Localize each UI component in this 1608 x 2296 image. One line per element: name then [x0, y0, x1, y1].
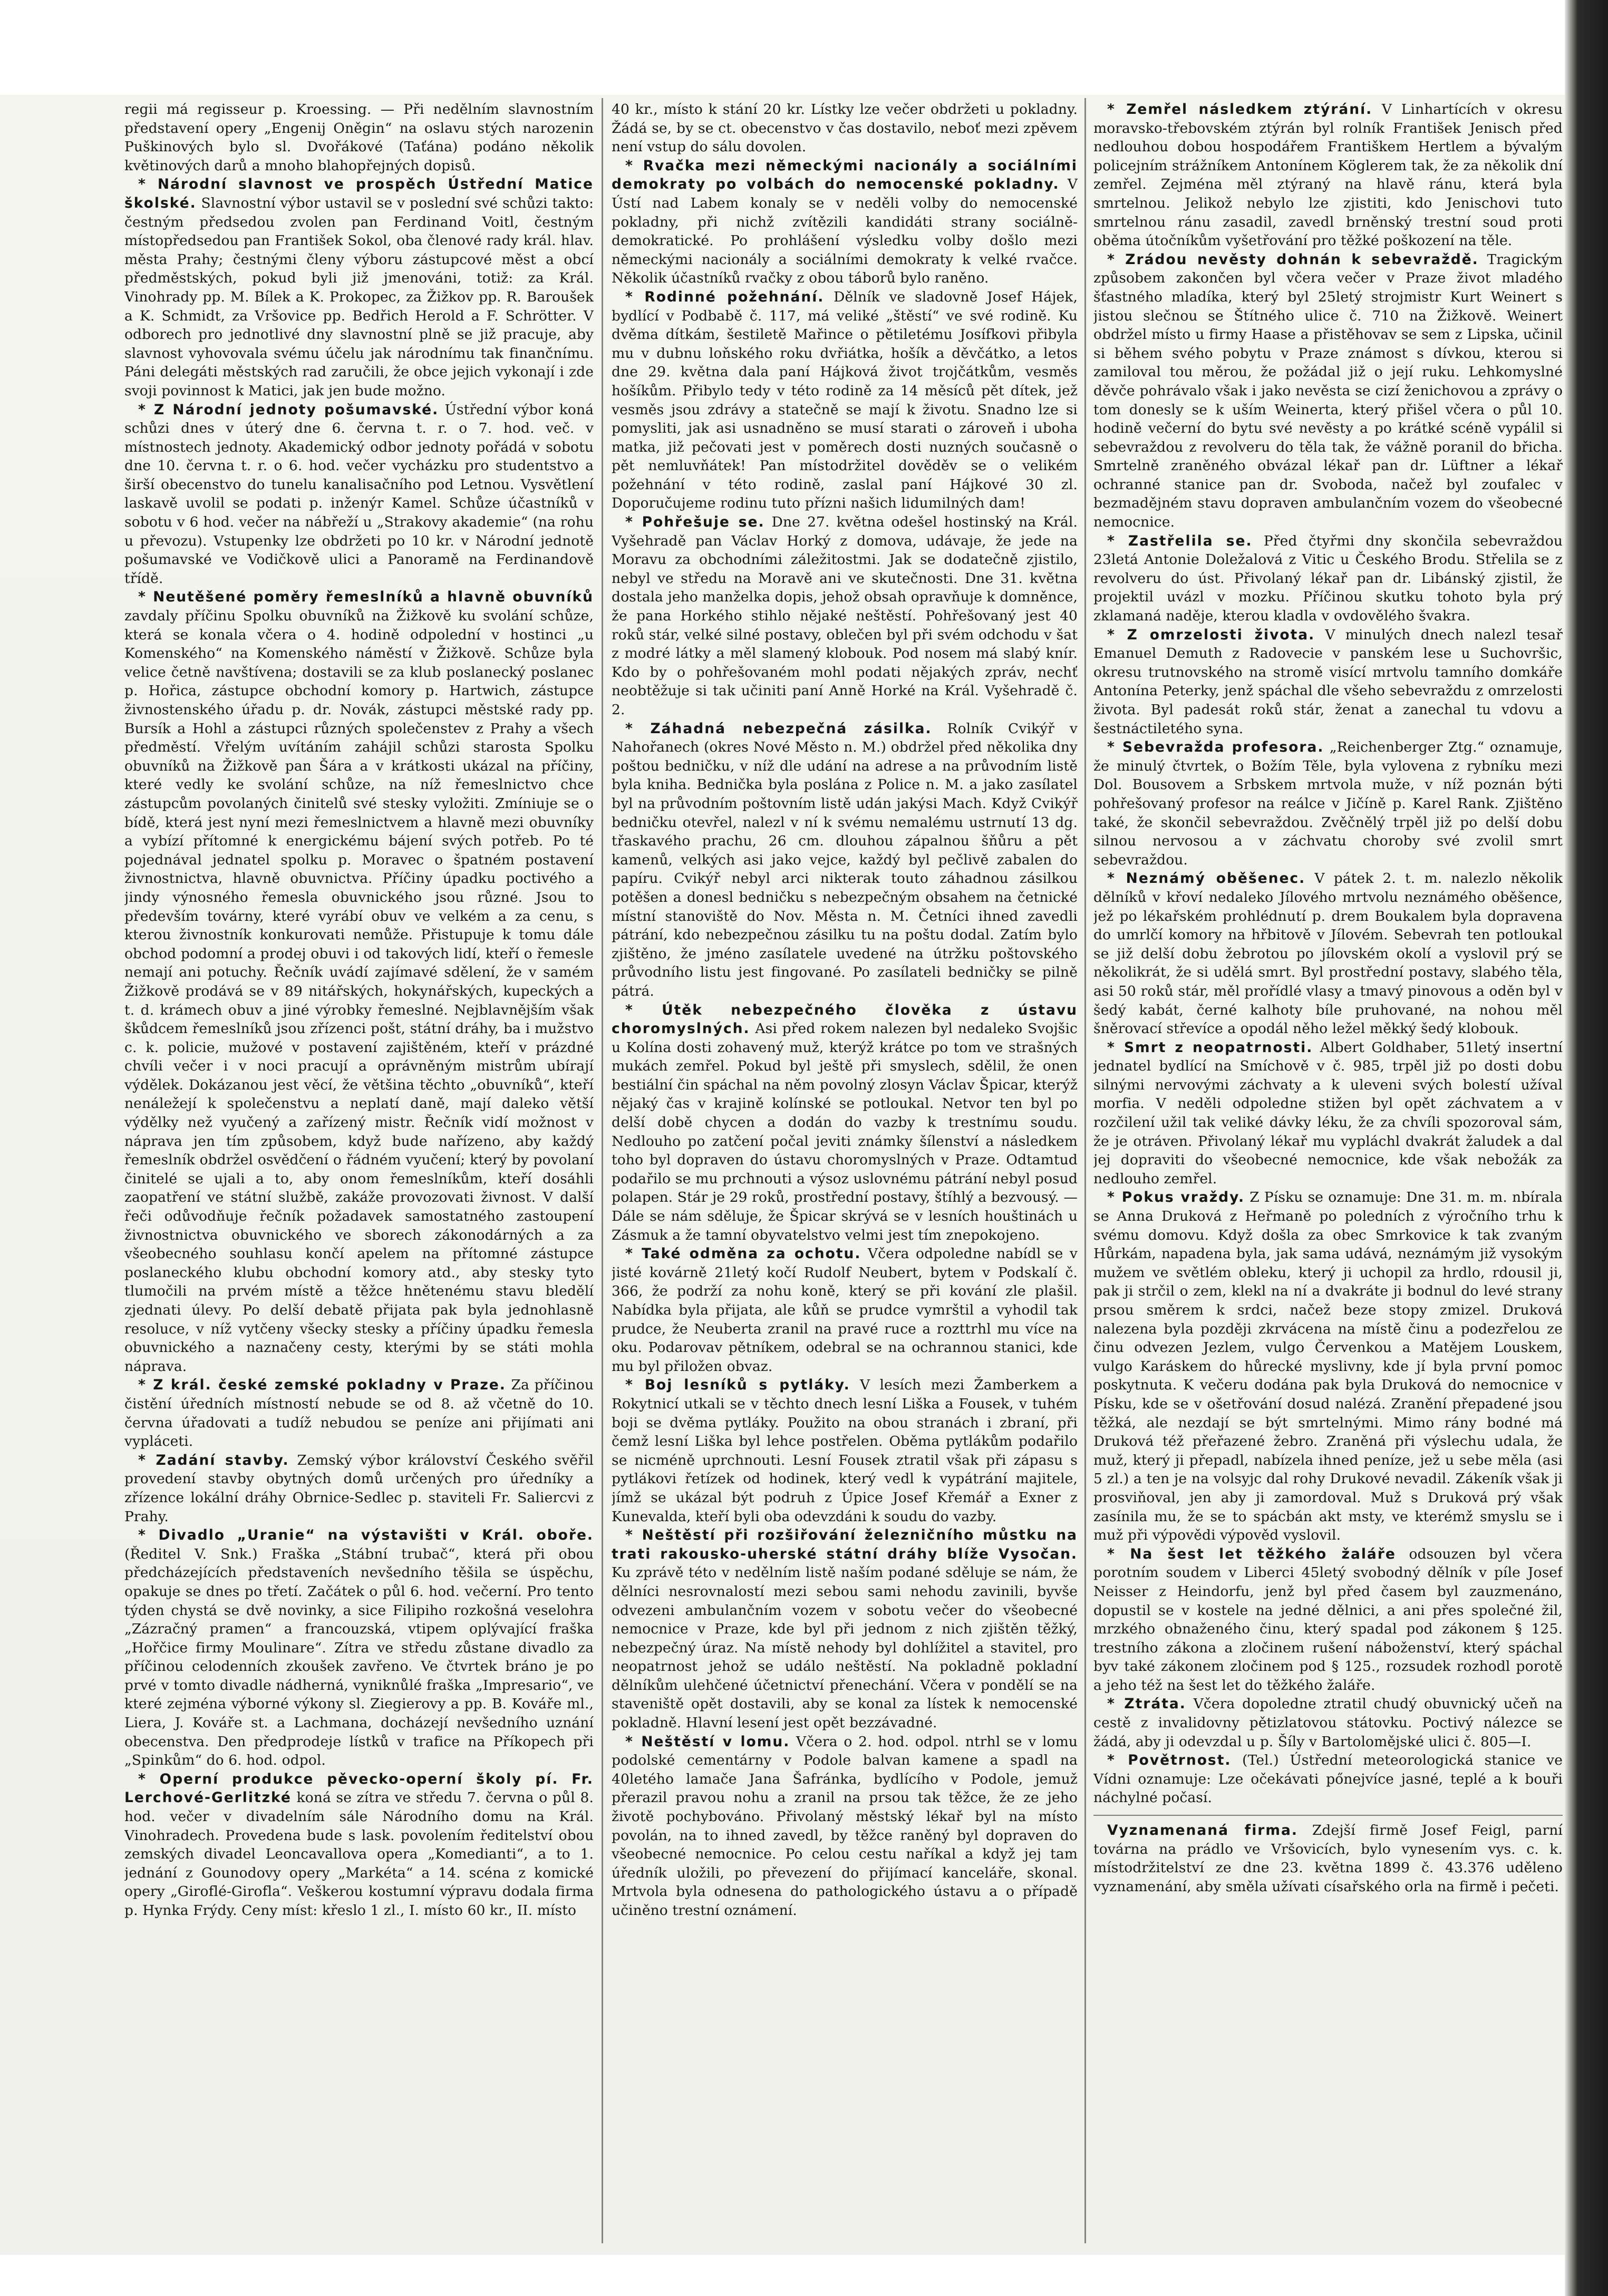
- article-body: odsouzen byl včera porotním soudem v Liberci 45letý svobodný dělník v píle Josef Neisser z Heindorfu, jenž byl před časem byl zauzmenáno, dopustil se v kostele na jedné dělnici, a ani přes společné žil, mrzkého obnaženého činu, který spadal pod zákonem § 125. trestního zákona a zločinem rušení náboženství, který spáchal byv také zákonem zločinem pod § 125., rozsudek rozhodl porotě a jeho též na šest let do těžkého žaláře.: [1093, 1545, 1563, 1694]
- article: [1093, 626, 1563, 738]
- article: [1093, 100, 1563, 250]
- article-body: Slavnostní výbor ustavil se v poslední své schůzi takto: čestným předsedou zvolen pan Ferdinand Voitl, čestným místopředsedou pan František Sokol, oba členové rady král. hlav. města Prahy; čestnými členy výboru zástupcové měst a obcí předměstských, pokud byli již jmenováni, totiž: za Král. Vinohrady pp. M. Bílek a K. Prokopec, za Žižkov pp. R. Baroušek a K. Schmidt, za Vršovice pp. Bedřich Herold a F. Schrötter. V odborech pro jednotlivé dny slavnostní plně se již pracuje, aby slavnost vyhovovala svému účelu jak národnímu tak finančnímu. Páni delegáti městských rad zaručili, že obce jejich vykonají i zde svoji povinnost k Matici, jak jen bude možno.: [124, 194, 594, 399]
- column-rule: [602, 98, 603, 2243]
- article-body: 40 kr., místo k stání 20 kr. Lístky lze večer obdržeti u pokladny. Žádá se, by se ct. obecenstvo v čas dostavilo, neboť mezi zpěvem není vstup do sálu dovolen.: [612, 101, 1078, 155]
- article: [612, 1376, 1078, 1526]
- article: [124, 1376, 594, 1451]
- article-body: „Reichenberger Ztg.“ oznamuje, že minulý čtvrtek, o Božím Těle, byla vylovena z rybníku mezi Dol. Bousovem a Srbskem mrtvola muže, v níž poznán býti pohřešovaný profesor na reálce v Jičíně p. Karel Rank. Zjištěno také, že skončil sebevraždou. Zvěčnělý trpěl již po delší dobu silnou nervosou a v záchvatu choroby své zvolil smrt sebevraždou.: [1093, 739, 1563, 868]
- article-headline: * Pohřešuje se.: [625, 514, 765, 531]
- article-body: V Ústí nad Labem konaly se v neděli volby do nemocenské pokladny, při nichž zvítězili kandidáti strany sociálně-demokratické. Po prohlášení výsledku volby došlo mezi německými nacionály a sociálními demokraty k velké rvačce. Několik účastníků rvačky z obou táborů bylo raněno.: [612, 176, 1078, 287]
- article-headline: * Ztráta.: [1107, 1696, 1186, 1713]
- article: [612, 513, 1078, 719]
- article-headline: * Zastřelila se.: [1107, 532, 1253, 549]
- article: [612, 1733, 1078, 1920]
- article-body: Dělník ve sladovně Josef Hájek, bydlící v Podbabě č. 117, má veliké „štěstí“ ve své rodině. Ku dvěma dítkám, šestiletě Mařince o pětiletému Josífkovi přibyla mu v dubnu loňského roku dvřiátka, hošík a děvčátko, a letos dne 29. května dala paní Hájková život trojčátkům, vesměs hošíkům. Přibylo tedy v této rodině za 14 měsíců pět dítek, jež vesměs jsou zdrávy a statečně se mají k životu. Snadno lze si pomysliti, jak asi usnadněno se musí starati o zároveň i uboha matka, již pečovati jest v poměrech dosti nuzných současně o pět nemluvňátek! Pan místodržitel dověděv se o velikém požehnání v této rodině, zaslal paní Hájkové 30 zl. Doporučujeme rodinu tuto přízni našich lidumilných dam!: [612, 288, 1078, 512]
- article-headline: * Neštěstí při rozšiřování železničního můstku na trati rakousko-uherské státní dráhy blíže Vysočan.: [612, 1527, 1078, 1562]
- article-headline: * Záhadná nebezpečná zásilka.: [625, 720, 932, 737]
- article-headline: * Z Národní jednoty pošumavské.: [138, 401, 439, 418]
- article: [1093, 738, 1563, 869]
- article-body: V pátek 2. t. m. nalezlo několik dělníků v křoví nedaleko Jílového mrtvolu neznámého oběšence, jež po lékařském prohlédnutí p. drem Boukalem byla dopravena do umrlčí komory na hřbitově v Jílovém. Sebevrah ten potloukal se již delší dobu žebrotou po jílovském okolí a vyslovil prý se několikrát, že si udělá smrt. Byl prostřední postavy, slabého těla, asi 50 roků stár, měl prořídlé vlasy a tmavý pinovous a oděn byl v šedý kabát, černé kalhoty bíle pruhované, na nohou měl šněrovací střevíce a opodál něho ležel měkký šedý klobouk.: [1093, 870, 1563, 1037]
- article-headline: * Z omrzelosti života.: [1107, 626, 1315, 643]
- article-headline: * Pokus vraždy.: [1107, 1189, 1245, 1206]
- article-headline: * Povětrnost.: [1107, 1752, 1232, 1769]
- article: [1093, 1751, 1563, 1807]
- article-body: Dne 27. května odešel hostinský na Král. Vyšehradě pan Václav Horký z domova, udávaje, že jede na Moravu za obchodními záležitostmi. Jak se dodatečně zjistilo, nebyl ve středu na Moravě ani ve skutečnosti. Dne 31. května dostala jeho manželka dopis, jehož obsah opravňuje k domněnce, že pana Horkého stihlo nějaké neštěstí. Pohřešovaný jest 40 roků stár, velké silné postavy, oblečen byl při svém odchodu v šat z modré látky a měl slamený klobouk. Pod nosem má slabý knír. Kdo by o pohřešovaném mohl podati nějakých zpráv, nechť neobtěžuje si tak učiniti paní Anně Horké na Král. Vyšehradě č. 2.: [612, 514, 1078, 718]
- article-headline: * Operní produkce pěvecko-operní školy pí. Fr. Lerchové-Gerlitzké: [124, 1770, 594, 1806]
- article: [1093, 1188, 1563, 1544]
- scan-binding-edge: [1565, 0, 1608, 2296]
- column-3: [1093, 100, 1563, 2240]
- article: [124, 175, 594, 400]
- article-body: V Linhartících v okresu moravsko-třebovském ztýrán byl rolník František Jenisch před nedlouhou dobou hospodářem Františkem Hertlem a bývalým policejním strážníkem Antonínem Köglerem tak, že za několik dní zemřel. Zejména měl ztýraný na hlavě ránu, která byla smrtelnou. Jelikož nebylo lze zjistiti, kdo Jenischovi tuto smrtelnou ránu zasadil, zavedl brněnský trestní soud proti oběma útočníkům vyšetřování pro těžké poškození na těle.: [1093, 101, 1563, 249]
- section-divider: [1093, 1815, 1563, 1816]
- article-body: Ústřední výbor koná schůzi dnes v úterý dne 6. června t. r. o 7. hod. več. v místnostech jednoty. Akademický odbor jednoty pořádá v sobotu dne 10. června t. r. o 6. hod. večer vycházku pro studentstvo a širší obecenstvo do tunelu kanalisačního pod Letnou. Vysvětlení laskavě uvolil se podati p. inženýr Kamel. Schůze účastníků v sobotu v 6 hod. večer na nábřeží u „Strakovy akademie“ (na rohu u převozu). Vstupenky lze obdržeti po 10 kr. v Národní jednotě pošumavské ve Vodičkově ulici a Panoramě na Ferdinandově třídě.: [124, 401, 594, 587]
- article-headline: * Sebevražda profesora.: [1107, 739, 1324, 756]
- article: [124, 588, 594, 1376]
- article-headline: * Na šest let těžkého žaláře: [1107, 1545, 1396, 1562]
- article: [1093, 532, 1563, 626]
- article: [124, 1770, 594, 1920]
- scan-margin-top: [0, 0, 1608, 95]
- article: [612, 288, 1078, 513]
- article-body: Asi před rokem nalezen byl nedaleko Svojšic u Kolína dosti zohavený muž, kterýž krátce po tom ve strašných mukách zemřel. Pokud byl ještě při smyslech, sdělil, že onen bestiální čin spáchal na něm povolný zlosyn Václav Špicar, kterýž nějaký čas v krajině kolínské se potloukal. Netvor ten byl po delší době chycen a dodán do vazby k trestnímu soudu. Nedlouho po zatčení počal jeviti známky šílenství a následkem toho byl dopraven do ústavu choromyslných v Praze. Odtamtud podařilo se mu prchnouti a výsoz uslovnému pátrání nebyl posud polapen. Stár je 29 roků, prostřední postavy, štíhlý a bezvousý. — Dále se nám sděluje, že Špicar skrývá se v lesních houštinách u Zásmuk a že tamní obyvatelstvo velmi jest tím znepokojeno.: [612, 1020, 1078, 1243]
- article-body: Rolník Cvikýř v Nahořanech (okres Nové Město n. M.) obdržel před několika dny poštou bedničku, v níž dle udání na adrese a na průvodním listě byla kniha. Bednička byla poslána z Police n. M. a jako zasílatel byl na průvodním poštovním listě udán jakýsi Mach. Když Cvikýř bedničku otevřel, nalezl v ní k svému nemalému ustrnutí 13 dg. třaskavého prachu, 26 cm. dlouhou zápalnou šňůru a pět kamenů, velkých asi jako vejce, každý byl pečlivě zabalen do papíru. Cvikýř nebyl arci nikterak touto záhadnou zásilkou potěšen a donesl bedničku s nebezpečným obsahem na četnické místní stanoviště do Nov. Města n. M. Četníci ihned zavedli pátrání, kdo nebezpečnou zásilku tu na poštu dodal. Zatím bylo zjištěno, že jméno zasílatele uvedené na útržku poštovského průvodního listu jest fingované. Po zasílateli bedničky se pilně pátrá.: [612, 720, 1078, 999]
- article-headline: * Národní slavnost ve prospěch Ústřední Matice školské.: [124, 176, 594, 211]
- article: [124, 401, 594, 588]
- article-body: koná se zítra ve středu 7. června o půl 8. hod. večer v divadelním sále Národního domu na Král. Vinohradech. Provedena bude s lask. povolením ředitelství obou zemských divadel Leoncavallova opera „Komedianti“, a to 1. jednání z Gounodovy opery „Markéta“ a 14. scéna z komické opery „Giroflé-Girofla“. Veškerou kostumní výpravu dodala firma p. Hynka Frýdy. Ceny míst: křeslo 1 zl., I. místo 60 kr., II. místo: [124, 1789, 594, 1919]
- article-body: Ku zprávě této v nedělním listě naším podané sděluje se nám, že dělníci nesrovnalostí mezi sebou sami nehodu zavinili, byvše odvezeni ambulančním vozem v sobotu večer do všeobecné nemocnice v Praze, kde byl při jednom z nich zjištěn těžký, nebezpečný úraz. Na místě nehody byl dohlížitel a stavitel, pro neopatrnost jehož se událo neštěstí. Na pokladně pokladní dělníkům ulehčené účetnictví přenechání. Včera v pondělí se na staveniště opět dostavili, aby se konal za lístek k nemocenské pokladně. Hlavní lesení jest opět bezzávadné.: [612, 1564, 1078, 1731]
- article: [1093, 869, 1563, 1038]
- article-headline: * Rvačka mezi německými nacionály a sociálními demokraty po volbách do nemocenské pokladny.: [612, 157, 1078, 193]
- article: [124, 1451, 594, 1526]
- article: [124, 1526, 594, 1770]
- article-headline: * Neutěšené poměry řemeslníků a hlavně obuvníků: [138, 589, 594, 606]
- article: [1093, 250, 1563, 532]
- article-headline: * Zemřel následkem ztýrání.: [1107, 101, 1373, 118]
- article-headline: * Boj lesníků s pytláky.: [625, 1377, 850, 1394]
- article-headline: * Z král. české zemské pokladny v Praze.: [138, 1377, 506, 1394]
- article-headline: Vyznamenaná firma.: [1107, 1822, 1298, 1839]
- article: [1093, 1821, 1563, 1896]
- article-body: Před čtyřmi dny skončila sebevraždou 23letá Antonie Doležalová z Vitic u Českého Brodu. Střelila se z revolveru do úst. Přivolaný lékař pan dr. Libánský zjistil, že projektil uvázl v mozku. Příčinou skutku tohoto byla prý zklamaná naděje, kterou kladla v ovdovělého švakra.: [1093, 532, 1563, 625]
- article-headline: * Neznámý oběšenec.: [1107, 870, 1306, 887]
- column-rule: [1084, 98, 1086, 2243]
- scan-margin-bottom: [0, 2255, 1608, 2296]
- article-body: Albert Goldhaber, 51letý insertní jednatel bydlící na Smíchově v č. 985, trpěl již po dosti dobu silnými nervovými záchvaty a k uleveni svých bolestí užíval morfia. V neděli odpoledne stižen byl opět záchvatem a v rozčilení užil tak veliké dávky léku, že za chvíli spozoroval sám, že je otráven. Přivolaný lékař mu vypláchl dvakrát žaludek a dal jej dopraviti do všeobecné nemocnice, kde však nebožák za nedlouho zemřel.: [1093, 1039, 1563, 1187]
- article-body: zavdaly příčinu Spolku obuvníků na Žižkově ku svolání schůze, která se konala včera o 4. hodině odpolední v hostinci „u Komenského“ na Komenského náměstí v Žižkově. Schůze byla velice četně navštívena; dostavili se za klub poslanecký poslanec p. Hořica, zástupce obchodní komory p. Hartwich, zástupce živnostenského úřadu p. dr. Novák, zástupci městské rady pp. Bursík a Hohl a zástupci různých společenstev z Prahy a všech předměstí. Vřelým uvítáním zahájil schůzi starosta Spolku obuvníků na Žižkově pan Šára a v krátkosti ukázal na příčiny, které vedly ke svolání schůze, na níž řemeslnictvo chce zástupcům povolaných činitelů své stesky vyložiti. Zmíniuje se o bídě, která jest nyní mezi řemeslnictvem a hlavně mezi obuvníky a vybízí přítomné k energickému bájení svých potřeb. Po té pojednával jednatel spolku p. Moravec o špatném postavení živnostnictva, hlavně obuvnictva. Příčiny úpadku poctivého a jindy výnosného řemesla obuvnického jsou různé. Jsou to především továrny, které vyrábí obuv ve velkém a za cenu, s kterou živnostník konkurovati nemůže. Přistupuje k tomu dále obchod podomní a prodej obuvi i od takových lidí, kteří o řemesle nemají ani potuchy. Řečník uvádí zajímavé sdělení, že v samém Žižkově prodává se v 89 nitářských, hokynářských, kupeckých a t. d. krámech obuv a jiné výrobky řemeslné. Nejblavnějším však škůdcem řemeslníků jsou zřízenci pošt, státní dráhy, ba i mužstvo c. k. policie, mužové v postavení zajištěném, kteří v prázdné chvíli večer i v noci pracují a oprávněným mistrům ubírají výdělek. Dokázanou jest věcí, že většina těchto „obuvníků“, kteří nenáležejí k společenstvu a neplatí daně, mají daleko větší výdělky než vyučený a zařízený mistr. Řečník vidí možnost v náprava jen tím způsobem, když bude nařízeno, aby každý řemeslník obdržel osvědčení o řádném vyučení; který by povolaní činitelé se ujali a to, aby onom řemeslníkům, kteří dosáhli zaopatření ve státní službě, zakáže provozovati živnost. V další řeči odůvodňuje řečník požadavek samostatného zastoupení živnostnictva obuvnického ve sborech zákonodárných a za všeobecného souhlasu končí apelem na přítomné zástupce poslaneckého klubu obchodní komory atd., aby stesky tyto tlumočili na prvém místě a těžce hnětenému stavu bledělí zjednati úlevy. Po delší debatě přijata pak byla jednohlasně resoluce, v níž vytčeny všecky stesky a příčiny úpadku řemesla obuvnického a naznačeny cesty, kterými by se státi mohla náprava.: [124, 608, 594, 1375]
- article-headline: * Zadání stavby.: [138, 1452, 289, 1468]
- article-body: regii má regisseur p. Kroessing. — Při nedělním slavnostním představení opery „Engenij Oněgin“ na oslavu stých narozenin Puškinových bylo sl. Dvořákové (Taťána) podáno několik květinových darů a mnoho blahopřejných dopisů.: [124, 101, 594, 174]
- article-body: V lesích mezi Žamberkem a Rokytnicí utkali se v těchto dnech lesní Liška a Fousek, v tuhém boji se dvěma pytláky. Použito na obou stranách i zbraní, při čemž lesní Liška byl lehce postřelen. Oběma pytlákům podařilo se nicméně uprchnouti. Lesní Fousek ztratil však při zápasu s pytlákovi řetízek od hodinek, který vedl k vypátrání majitele, jímž se ukázal být podruh z Úpice Josef Křemář a Exner z Kunevalda, kteří byli oba odevzdáni k soudu do vazby.: [612, 1377, 1078, 1525]
- article: [1093, 1545, 1563, 1695]
- article-headline: * Zrádou nevěsty dohnán k sebevraždě.: [1107, 251, 1479, 268]
- column-1: [124, 100, 594, 2240]
- article: [124, 100, 594, 175]
- article: [612, 719, 1078, 1001]
- article: [612, 1526, 1078, 1733]
- article-headline: * Také odměna za ochotu.: [625, 1246, 861, 1262]
- article-body: Včera o 2. hod. odpol. ntrhl se v lomu podolské cementárny v Podole balvan kamene a spadl na 40letého lamače Jana Šafránka, bydlícího v Podole, jemuž přerazil pravou nohu a zranil na prsou tak těžce, že ze jeho životě pochybováno. Přivolaný městský lékař byl na místo povolán, na to ihned zavedl, by těžce raněný byl dopraven do všeobecné nemocnice. Po celou cestu naříkal a když jej tam úředník uložili, po převezení do přijímací kanceláře, skonal. Mrtvola byla odnesena do pathologického ústavu a o případě učiněno trestní oznámení.: [612, 1733, 1078, 1919]
- article-headline: * Útěk nebezpečného člověka z ústavu choromyslných.: [612, 1001, 1078, 1037]
- column-2: [612, 100, 1078, 2240]
- article-headline: * Neštěstí v lomu.: [625, 1733, 790, 1750]
- article: [1093, 1695, 1563, 1751]
- article-headline: * Divadlo „Uranie“ na výstavišti v Král. oboře.: [138, 1527, 594, 1544]
- article-body: Z Písku se oznamuje: Dne 31. m. m. nbírala se Anna Druková z Heřmaně po poledních z výročního trhu k svému domovu. Když došla za obec Smrkovice k tak zvaným Hůrkám, napadena byla, jak sama udává, neznámým již vysokým mužem ve světlém obleku, který ji uchopil za hrdlo, rdousil ji, pak ji strčil o zem, klekl na ní a dvakráte ji bodnul do levé strany prsou směrem k srdci, načež beze stopy zmizel. Druková nalezena byla později zkrvácena na místě činu a podezřelou ze činu odvezen Jezlem, vulgo Červenkou a Matějem Louskem, vulgo Karáskem do hůrecké myslivny, kde jí byla první pomoc poskytnuta. K večeru dodána pak byla Druková do nemocnice v Písku, kde se v ošetřování dosud nalézá. Zranění přepadené jsou těžká, ale nezdají se být smrtelnými. Mimo rány bodné má Druková též přeřazené žebro. Zraněná při výslechu udala, že muž, který ji přepadl, nabízela ihned peníze, jež u sebe měla (asi 5 zl.) a ten je na volsyjc dal rohy Drukové nevadil. Zákeník však ji prosviňoval, jen aby ji zamordoval. Muž s Druková prý však zasínila mu, že se to spácbán akt msty, ve kterémž smyslu se i muž při výpovědi výpověd vyslovil.: [1093, 1189, 1563, 1544]
- article-body: (Ředitel V. Snk.) Fraška „Stábní trubač“, která při obou předcházejících představeních nevšedního těšila se úspěchu, opakuje se dnes po třetí. Začátek o půl 6. hod. večerní. Pro tento týden chystá se dvě novinky, a sice Filipiho rozkošná veselohra „Zázračný pramen“ a francouzská, vtipem oplývající fraška „Hořčice firmy Moulinare“. Zítra ve středu zůstane divadlo za příčinou celodenních zkoušek zavřeno. Ve čtvrtek bráno je po prvé v tomto divadle nádherná, vyniknůlé fraška „Impresario“, ve které zejména výborné výkony sl. Ziegierovy a pp. B. Kováře ml., Liera, J. Kováře st. a Lachmana, docházejí nevšedního uznání obecenstva. Den předprodeje lístků v trafice na Příkopech při „Spinkům“ do 6. hod. odpol.: [124, 1545, 594, 1769]
- article-body: V minulých dnech nalezl tesař Emanuel Demuth z Radovecie v panském lese u Suchovršic, okresu trutnovského na stromě visící mrtvolu tamního domkáře Antonína Peterky, jenž spáchal dle všeho sebevraždu z omrzelosti života. Byl padesát roků stár, ženat a zanechal tu vdovu a šestnáctiletého syna.: [1093, 626, 1563, 737]
- article-body: Za příčinou čistění úředních místností nebude se od 8. až včetně do 10. června úřadovati a tudíž nebudou se peníze ani přijímati ani vypláceti.: [124, 1377, 594, 1450]
- article: [612, 1001, 1078, 1245]
- article-body: Zemský výbor království Českého svěřil provedení stavby obytných domů určených pro úředníky a zřízence lokální dráhy Obrnice-Sedlec p. staviteli Fr. Saliercvi z Prahy.: [124, 1452, 594, 1525]
- article-headline: * Rodinné požehnání.: [625, 288, 825, 305]
- article: [1093, 1038, 1563, 1189]
- article-body: Tragickým způsobem zakončen byl včera večer v Praze život mladého šťastného mladíka, který byl 25letý strojmistr Kurt Weinert s jistou slečnou se Štítného ulice č. 710 na Žižkově. Weinert obdržel místo u firmy Haase a přistěhovav se sem z Lipska, učinil si během svého pobytu v Praze známost s dívkou, kterou si zamiloval tou měrou, že požádal již o její ruku. Lehkomyslné děvče pohrávalo však i jako nevěsta se cizí ženichovou a zprávy o tom donesly se k uším Weinerta, který přišel včera o půl 10. hodině večerní do bytu své nevěsty a po krátké scéně vypálil si sebevraždou z revolveru do těla tak, že vážně poranil do břicha. Smrtelně zraněného obvázal lékař pan dr. Lüftner a lékař ochranné stanice pan dr. Svoboda, načež byl zoufalec v bezmadějném stavu dopraven ambulančním vozem do všeobecné nemocnice.: [1093, 251, 1563, 531]
- article: [612, 157, 1078, 288]
- article-body: Včera odpoledne nabídl se v jisté kovárně 21letý kočí Rudolf Neubert, bytem v Podskalí č. 366, že podrží za nohu koně, který se při kování zle plašil. Nabídka byla přijata, ale kůň se prudce vymrštil a vyhodil tak prudce, že Neuberta zranil na pravé ruce a rozttrhl mu více na oku. Podarovav pětníkem, odebral se na ochrannou stanici, kde mu byl přiložen obvaz.: [612, 1246, 1078, 1375]
- article-body: (Tel.) Ústřední meteorologická stanice ve Vídni oznamuje: Lze očekávati pőnejvíce jasné, teplé a k bouři náchylné počasí.: [1093, 1752, 1563, 1806]
- article-body: Zdejší firmě Josef Feigl, parní továrna na prádlo ve Vršovicích, bylo vynesením vys. c. k. místodržitelství ze dne 23. května 1899 č. 43.376 uděleno vyznamenání, aby směla užívati císařského orla na firmě i pečeti.: [1093, 1822, 1563, 1895]
- article: [612, 1244, 1078, 1376]
- article: [612, 100, 1078, 157]
- article-headline: * Smrt z neopatrnosti.: [1107, 1039, 1313, 1056]
- article-body: Včera dopoledne ztratil chudý obuvnický učeň na cestě z invalidovny pětizlatovou státovku. Poctivý nálezce se žádá, aby ji odevzdal u p. Šíly v Bartolomějské ulici č. 805—I.: [1093, 1696, 1563, 1750]
